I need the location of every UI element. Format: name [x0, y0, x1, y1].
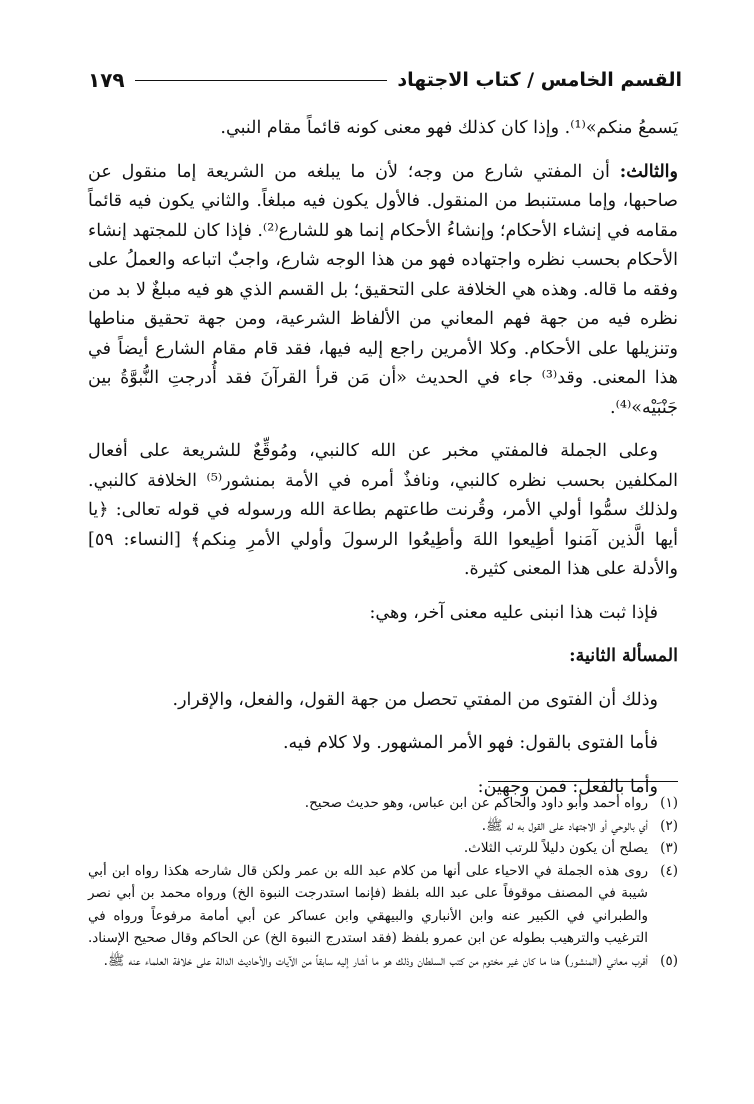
footnote-text: يصلح أن يكون دليلاً للرتب الثلاث. [463, 840, 648, 856]
section-heading: المسألة الثانية: [569, 646, 678, 666]
page-header [88, 68, 682, 92]
header-rule [135, 80, 388, 81]
paragraph-6: فأما الفتوى بالقول: فهو الأمر المشهور. ولا كلام فيه. [282, 733, 658, 753]
footnote-text: رواه أحمد وأبو داود والحاكم عن ابن عباس، وهو حديث صحيح. [304, 795, 648, 811]
paragraph-7: وأما بالفعل: فمن وجهين: [477, 776, 658, 797]
paragraph-5: وذلك أن الفتوى من المفتي تحصل من جهة القول، والفعل، والإقرار. [172, 689, 658, 710]
paragraph-4: فإذا ثبت هذا انبنى عليه معنى آخر، وهي: [369, 602, 658, 623]
footnote-number: (٢) [660, 817, 678, 834]
main-text [88, 114, 678, 802]
footnote-text: روى هذه الجملة في الاحياء على أنها من كلام عبد الله بن عمر ولكن قال شارحه هكذا رواه ابن أبي شيبة في المصنف موقوفاً على عبد الله بلفظ (فإنما استدرجت النبوة الخ) ورواه محمد بن أبي نصر والطبراني في الكبير عنه وابن الأنباري والبيهقي وابن عساكر عن أبي أمامة مرفوعاً ورواه في الترغيب والترهيب بطوله عن ابن عمرو بلفظ (فقد استدرج النبوة الخ) عن الحاكم وقال صحيح الإسناد. [87, 862, 648, 946]
footnote-number: (٣) [660, 840, 678, 856]
footnotes [88, 792, 678, 972]
footnote [88, 860, 678, 950]
footnote-text: أقرب معاني (المنشور) هنا ما كان غير مختوم من كتب السلطان وذلك هو ما أشار إليه سابقاً من الآيات والأحاديث الدالة على خلافة العلماء عنه ﷺ. [103, 952, 648, 969]
footnote [88, 792, 678, 815]
footnote-text: أي بالوحي أو الاجتهاد على القول به له ﷺ. [481, 817, 648, 834]
paragraph-2-lead: والثالث: [619, 161, 678, 182]
footnote [88, 837, 678, 860]
footnote-rule [488, 781, 678, 782]
running-title: القسم الخامس / كتاب الاجتهاد [397, 69, 682, 91]
footnote-number: (٤) [660, 862, 678, 879]
paragraph-2-text: أن المفتي شارع من وجه؛ لأن ما يبلغه من الشريعة إما منقول عن صاحبها، وإما مستنبط من المنقول. فالأول يكون فيه مبلغاً. والثاني يكون فيه قائماً مقامه في إنشاء الأحكام؛ وإنشاءُ الأحكام إنما هو للشارع⁽²⁾. فإذا كان للمجتهد إنشاء الأحكام بحسب نظره واجتهاده فهو من هذا الوجه شارع، واجبٌ اتباعه والعملُ على وفقه ما قاله. وهذه هي الخلافة على التحقيق؛ بل القسم الذي هو فيه مبلغٌ لا بد من نظره فيه من جهة فهم المعاني من الألفاظ الشرعية، ومن جهة تحقيق مناطها وتنزيلها على الأحكام. وكلا الأمرين راجع إليه فيها، فقد قام مقام الشارع أيضاً في هذا المعنى. وقد⁽³⁾ جاء في الحديث «أن مَن قرأ القرآنَ فقد أُدرجتِ النُّبوَّةُ بين جَنْبَيْه»⁽⁴⁾. [88, 161, 678, 418]
paragraph-2 [88, 158, 678, 424]
paragraph-1: يَسمعُ منكم»⁽¹⁾. وإذا كان كذلك فهو معنى كونه قائماً مقام النبي. [220, 118, 678, 138]
footnote [88, 815, 678, 838]
footnote-number: (٥) [660, 952, 678, 969]
footnote-number: (١) [660, 795, 678, 811]
paragraph-3: وعلى الجملة فالمفتي مخبر عن الله كالنبي، ومُوقِّعٌ للشريعة على أفعال المكلفين بحسب نظره كالنبي، ونافذٌ أمره في الأمة بمنشور⁽⁵⁾ الخلافة كالنبي. ولذلك سمُّوا أولي الأمر، وقُرنت طاعتهم بطاعة الله ورسوله في قوله تعالى: ﴿يا أيها الَّذين آمَنوا أطِيعوا اللهَ وأطِيعُوا الرسولَ وأولي الأمرِ مِنكم﴾ [النساء: ٥٩] والأدلة على هذا المعنى كثيرة. [88, 441, 678, 579]
footnote [88, 950, 678, 973]
page-number: ١٧٩ [88, 68, 125, 92]
